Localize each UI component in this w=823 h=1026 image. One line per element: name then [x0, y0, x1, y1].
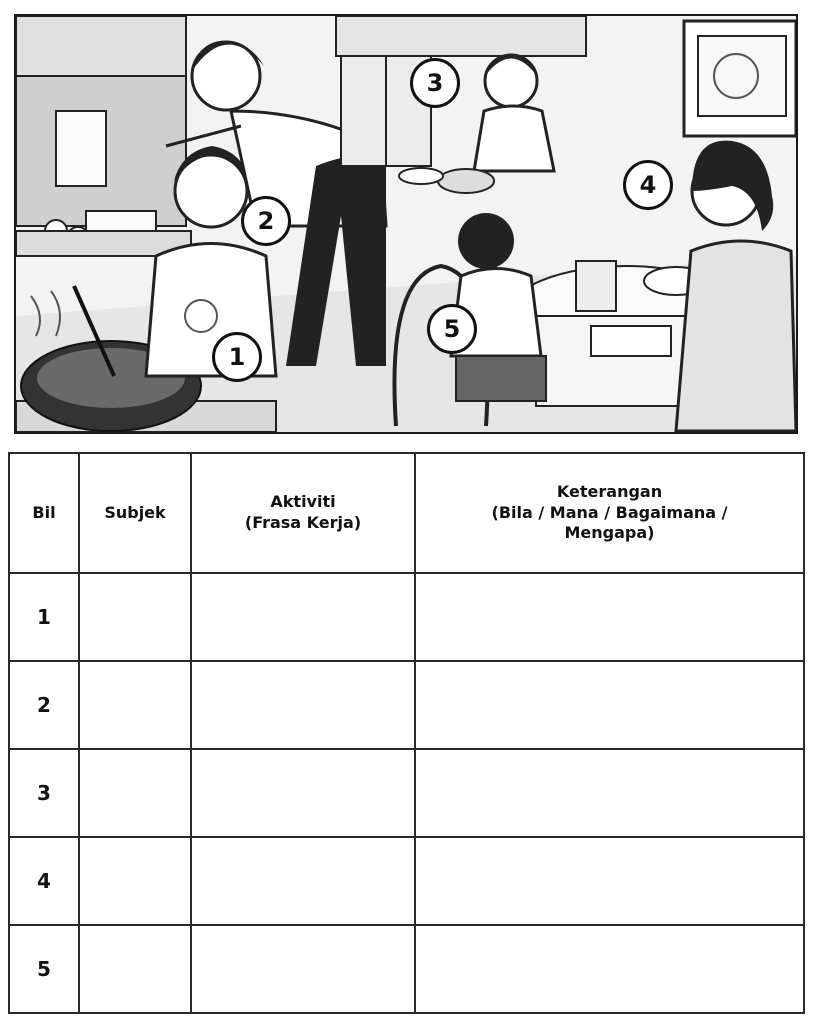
header-keterangan: Keterangan (Bila / Mana / Bagaimana / Mengapa)	[415, 453, 804, 573]
row-number: 2	[9, 661, 79, 749]
header-row	[9, 453, 804, 573]
row-number: 4	[9, 837, 79, 925]
keterangan-cell[interactable]	[415, 837, 804, 925]
subjek-cell[interactable]	[79, 925, 191, 1013]
marker-3: 3	[410, 58, 460, 108]
aktiviti-cell[interactable]	[191, 573, 415, 661]
marker-4: 4	[623, 160, 673, 210]
aktiviti-cell[interactable]	[191, 749, 415, 837]
header-aktiviti: Aktiviti (Frasa Kerja)	[191, 453, 415, 573]
aktiviti-cell[interactable]	[191, 661, 415, 749]
row-number: 1	[9, 573, 79, 661]
header-bil: Bil	[9, 453, 79, 573]
aktiviti-cell[interactable]	[191, 837, 415, 925]
row-number: 3	[9, 749, 79, 837]
table-row	[9, 573, 804, 661]
table-row	[9, 925, 804, 1013]
header-subjek: Subjek	[79, 453, 191, 573]
row-number: 5	[9, 925, 79, 1013]
subjek-cell[interactable]	[79, 661, 191, 749]
milk-carton	[56, 111, 106, 186]
subjek-cell[interactable]	[79, 837, 191, 925]
kitchen-scene-drawing	[16, 16, 796, 432]
table-row	[9, 661, 804, 749]
subjek-cell[interactable]	[79, 573, 191, 661]
keterangan-cell[interactable]	[415, 661, 804, 749]
marker-5: 5	[427, 304, 477, 354]
aktiviti-cell[interactable]	[191, 925, 415, 1013]
kitchen-scene-illustration	[14, 14, 798, 434]
marker-2: 2	[241, 196, 291, 246]
table-row	[9, 837, 804, 925]
keterangan-cell[interactable]	[415, 925, 804, 1013]
keterangan-cell[interactable]	[415, 573, 804, 661]
keterangan-cell[interactable]	[415, 749, 804, 837]
worksheet-table	[8, 452, 805, 1014]
subjek-cell[interactable]	[79, 749, 191, 837]
table-row	[9, 749, 804, 837]
marker-1: 1	[212, 332, 262, 382]
